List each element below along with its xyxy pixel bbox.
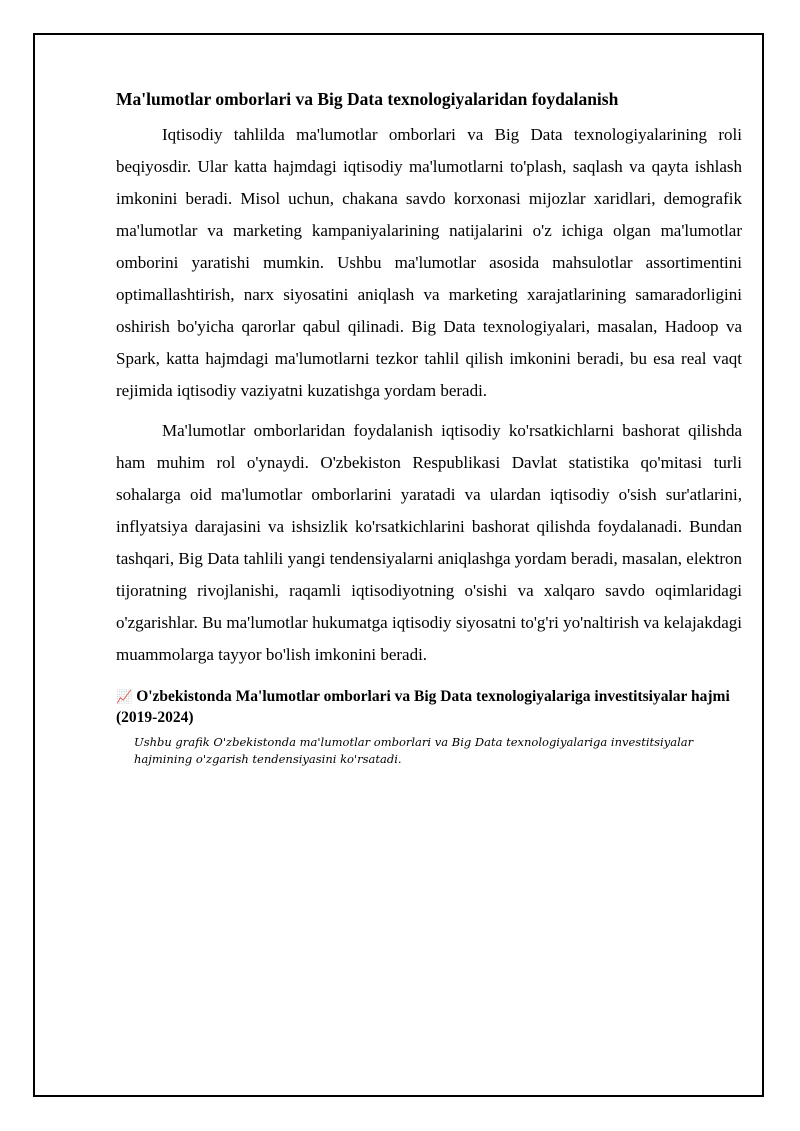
chart-increasing-icon: 📈 xyxy=(116,690,133,705)
document-body xyxy=(116,88,742,768)
figure-title xyxy=(116,687,742,728)
paragraph-1: Iqtisodiy tahlilda ma'lumotlar omborlari va Big Data texnologiyalarining roli beqiyosdir. Ular katta hajmdagi iqtisodiy ma'lumotlarni to'plash, saqlash va qayta ishlash imkonini beradi. Misol uchun, chakana savdo korxonasi mijozlar xaridlari, demografik ma'lumotlar va marketing kampaniyalarining natijalarini o'z ichiga olgan ma'lumotlar omborini yaratishi mumkin. Ushbu ma'lumotlar asosida mahsulotlar assortimentini optimallashtirish, narx siyosatini aniqlash va marketing xarajatlarining samaradorligini oshirish bo'yicha qarorlar qabul qilinadi. Big Data texnologiyalari, masalan, Hadoop va Spark, katta hajmdagi ma'lumotlarni tezkor tahlil qilish imkonini beradi, bu esa real vaqt rejimida iqtisodiy vaziyatni kuzatishga yordam beradi. xyxy=(116,125,742,400)
paragraph-2: Ma'lumotlar omborlaridan foydalanish iqtisodiy ko'rsatkichlarni bashorat qilishda ham muhim rol o'ynaydi. O'zbekiston Respublikasi Davlat statistika qo'mitasi turli sohalarga oid ma'lumotlar omborlarini yaratadi va ulardan iqtisodiy o'sish sur'atlarini, inflyatsiya darajasini va ishsizlik ko'rsatkichlarini bashorat qilishda foydalanadi. Bundan tashqari, Big Data tahlili yangi tendensiyalarni aniqlashga yordam beradi, masalan, elektron tijoratning rivojlanishi, raqamli iqtisodiyotning o'sishi va xalqaro savdo oqimlaridagi o'zgarishlar. Bu ma'lumotlar hukumatga iqtisodiy siyosatni to'g'ri yo'naltirish va kelajakdagi muammolarga tayyor bo'lish imkonini beradi. xyxy=(116,421,742,664)
section-heading: Ma'lumotlar omborlari va Big Data texnologiyalaridan foydalanish xyxy=(116,89,619,109)
figure-caption: Ushbu grafik O'zbekistonda ma'lumotlar omborlari va Big Data texnologiyalariga investitsiyalar hajmining o'zgarish tendensiyasini ko'rsatadi. xyxy=(134,735,694,766)
figure-title-text: O'zbekistonda Ma'lumotlar omborlari va Big Data texnologiyalariga investitsiyalar hajmi (2019-2024) xyxy=(116,688,730,726)
